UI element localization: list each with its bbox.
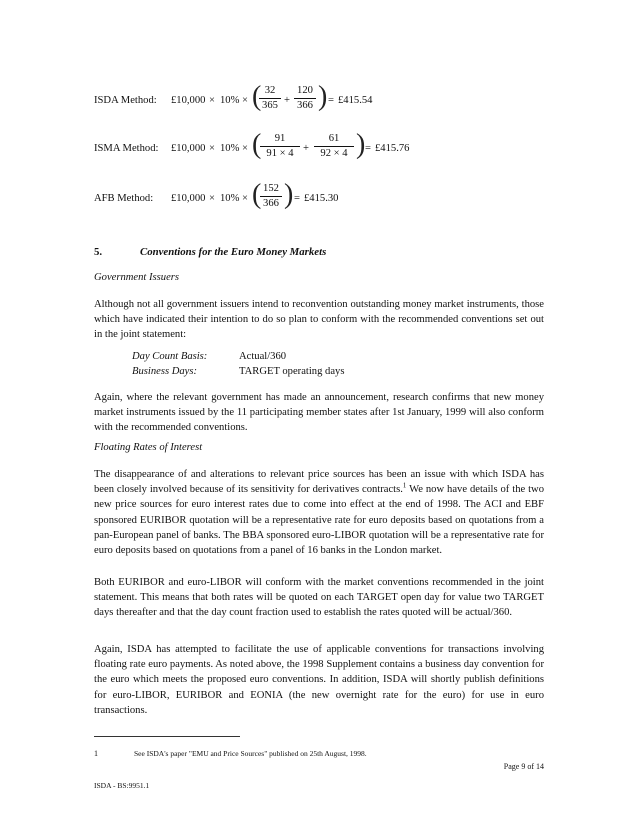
formula-result: £415.30	[304, 193, 339, 204]
formula-principal: £10,000	[171, 193, 206, 204]
fraction: $\frac{61}{92 \times 4}$	[314, 132, 354, 161]
left-paren: (	[252, 81, 262, 112]
formula-label: ISDA Method:	[94, 95, 157, 106]
convention-value: TARGET operating days	[239, 366, 345, 377]
formula-principal: £10,000	[171, 95, 206, 106]
fraction: $\frac{32}{365}$	[259, 84, 281, 113]
subheading-government-issuers: Government Issuers	[94, 272, 180, 283]
formula-label: AFB Method:	[94, 193, 154, 204]
footnote-divider	[94, 736, 240, 737]
convention-value: Actual/360	[239, 351, 287, 362]
formula-times: ×	[242, 143, 248, 154]
fraction: $\frac{152}{366}$	[260, 182, 282, 211]
right-paren: )	[356, 129, 366, 160]
right-paren: )	[284, 179, 294, 210]
paragraph: Both EURIBOR and euro-LIBOR will conform with the market conventions recommended in the joint statement. This means that both rates will be quoted on each TARGET open day for value two TARGET days thereafter and that the day count fraction used to establish the rates quoted will be actual/360.	[94, 577, 544, 619]
footnote-ref[interactable]: 1	[402, 481, 407, 490]
formula-label: ISMA Method:	[94, 143, 159, 154]
formula-equals: =	[328, 95, 334, 106]
left-paren: (	[252, 129, 262, 160]
page-number: Page 9 of 14	[503, 762, 544, 771]
footnote-number: 1	[94, 749, 98, 758]
formula-times: ×	[242, 193, 248, 204]
formula-plus: +	[303, 143, 309, 154]
footnote-text: See ISDA's paper "EMU and Price Sources" published on 25th August, 1998.	[134, 749, 367, 758]
formula-times: ×	[209, 95, 215, 106]
convention-row	[132, 364, 344, 379]
paragraph: The disappearance of and alterations to relevant price sources has been an issue with which ISDA has been closely involved because of its sensitivity for derivatives contracts.$^1$ We now have details of the two new price sources for euro interest rates due to come into effect at the end of 1998. The ACI and EBF sponsored EURIBOR quotation will be a representative rate for euro deposits based on quotations from a pan-European panel of banks. The BBA sponsored euro-LIBOR quotation will be a representative rate for euro deposits based on quotations from a panel of 16 banks in the London market.	[94, 469, 544, 557]
paragraph: Again, ISDA has attempted to facilitate the use of applicable conventions for transactions involving floating rate euro payments. As noted above, the 1998 Supplement contains a business day convention for the euro which meets the proposed euro conventions. In addition, ISDA will shortly publish definitions for euro-LIBOR, EURIBOR and EONIA (the new overnight rate for the euro) for use in euro transactions.	[94, 644, 544, 716]
section-number: 5.	[94, 246, 103, 258]
footnote	[94, 749, 367, 758]
formula-equals: =	[365, 143, 371, 154]
right-paren: )	[318, 81, 328, 112]
section-heading	[94, 246, 326, 258]
formula-times: ×	[209, 143, 215, 154]
fraction: $\frac{120}{366}$	[294, 84, 316, 113]
left-paren: (	[252, 179, 262, 210]
fraction: $\frac{91}{91 \times 4}$	[260, 132, 300, 161]
formula-rate: 10%	[220, 95, 240, 106]
formula-rate: 10%	[220, 193, 240, 204]
paragraph: Again, where the relevant government has made an announcement, research confirms that new money market instruments issued by the 11 participating member states after 1st January, 1999 will also conform with the recommended conventions.	[94, 392, 544, 434]
formula-equals: =	[294, 193, 300, 204]
formula-times: ×	[242, 95, 248, 106]
formula-plus: +	[284, 95, 290, 106]
formula-times: ×	[209, 193, 215, 204]
formula-result: £415.76	[375, 143, 410, 154]
document-reference: ISDA - BS:9951.1	[94, 781, 150, 790]
formula-rate: 10%	[220, 143, 240, 154]
convention-key: Day Count Basis:	[132, 351, 208, 362]
formula-result: £415.54	[338, 95, 373, 106]
formula-principal: £10,000	[171, 143, 206, 154]
section-title: Conventions for the Euro Money Markets	[140, 246, 327, 258]
paragraph: Although not all government issuers intend to reconvention outstanding money market instruments, those which have indicated their intention to do so plan to conform with the recommended conventions set out in the joint statement:	[94, 299, 544, 341]
convention-key: Business Days:	[132, 366, 198, 377]
convention-row	[132, 349, 286, 364]
subheading-floating-rates: Floating Rates of Interest	[94, 442, 203, 453]
